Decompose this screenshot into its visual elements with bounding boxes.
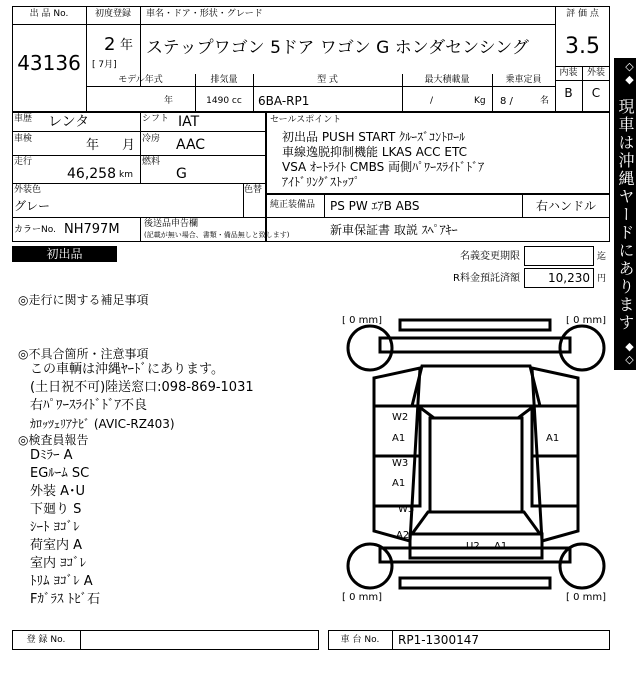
after-doc-note: (記載が無い場合、書類・備品無しと致します) — [144, 231, 290, 239]
tire-rear-left — [348, 544, 392, 588]
displacement-label: 排気量 — [210, 75, 238, 85]
defects-header: ◎不具合箇所・注意事項 — [18, 347, 149, 361]
mark-a2: A2 — [396, 530, 410, 541]
car-name-label: 車名・ドア・形状・グレード — [146, 9, 263, 19]
recycle-unit: 円 — [597, 274, 607, 284]
exterior-grade: C — [591, 86, 601, 100]
history-value: レンタ — [48, 114, 90, 130]
first-listing-badge: 初出品 — [12, 246, 117, 262]
history-label: 車歴 — [14, 114, 33, 124]
recycle-label: R料金預託済額 — [453, 273, 520, 284]
score-value: 3.5 — [565, 34, 600, 59]
mark-a1: A1 — [392, 433, 406, 444]
year-unit: 年 — [120, 38, 134, 53]
ac-label: 冷房 — [142, 134, 161, 144]
mark-w2: W2 — [392, 412, 409, 423]
mark-a1-right: A1 — [546, 433, 560, 444]
car-damage-diagram — [340, 316, 612, 604]
tire-front-left — [348, 326, 392, 370]
roof — [430, 418, 522, 512]
tire-front-right — [560, 326, 604, 370]
max-load-unit: Kg — [474, 96, 486, 106]
after-doc-label: 後送品申告欄 — [144, 219, 199, 229]
side-banner-top-diamonds: ◇◆ — [623, 60, 636, 86]
ext-color-value: グレー — [14, 199, 51, 213]
name-change-box — [524, 246, 594, 266]
model-year-unit: 年 — [164, 96, 174, 106]
inspection-year-unit: 年 — [86, 138, 100, 153]
interior-grade: B — [564, 86, 573, 100]
sales-point-line: VSA ｵｰﾄﾗｲﾄ CMBS 両側ﾊﾟﾜｰｽﾗｲﾄﾞﾄﾞｱ — [282, 160, 485, 174]
defect-line: 右ﾊﾟﾜｰｽﾗｲﾄﾞﾄﾞｱ不良 — [30, 398, 148, 413]
color-change-label: 色替 — [244, 185, 263, 195]
name-change-label: 名義変更期限 — [460, 251, 520, 262]
exterior-label: 外装 — [586, 68, 605, 78]
max-load-sep: / — [430, 96, 434, 106]
sales-points-label: セールスポイント — [270, 115, 342, 125]
sales-point-line: ｱｲﾄﾞﾘﾝｸﾞｽﾄｯﾌﾟ — [282, 175, 361, 189]
handle-value: 右ハンドル — [535, 199, 596, 213]
capacity-label: 乗車定員 — [505, 75, 542, 85]
color-no-label: カラーNo. — [14, 225, 56, 235]
side-banner-text: 現車は沖縄ヤードにあります — [616, 98, 635, 332]
inspector-line: Dﾐﾗｰ A — [30, 448, 73, 463]
shift-value: IAT — [178, 114, 200, 130]
windshield — [418, 406, 534, 418]
inspection-month-unit: 月 — [122, 138, 136, 153]
tire-bottom-right-label: [ 0 mm] — [566, 592, 607, 603]
model-value: 6BA-RP1 — [258, 94, 310, 108]
inspector-line: ｼｰﾄ ﾖｺﾞﾚ — [30, 520, 80, 535]
tire-top-left-label: [ 0 mm] — [342, 316, 383, 326]
equipment-label: 純正装備品 — [270, 200, 316, 210]
max-load-label: 最大積載量 — [424, 75, 470, 85]
equipment-value: PS PW ｴｱB ABS — [330, 199, 420, 213]
reg-label: 登 録 No. — [26, 635, 66, 645]
rear-glass — [412, 512, 540, 534]
mark-w3: W3 — [398, 504, 415, 515]
ac-value: AAC — [176, 137, 206, 153]
mileage-label: 走行 — [14, 157, 33, 167]
side-banner-bottom-diamonds: ◆◇ — [623, 340, 636, 366]
fuel-value: G — [176, 166, 187, 182]
inspector-line: Fｶﾞﾗｽ ﾄﾋﾞ石 — [30, 592, 101, 607]
name-change-unit: 迄 — [597, 252, 607, 262]
front-bumper-bar — [400, 320, 550, 330]
first-reg-month: [ 7月] — [92, 60, 117, 70]
warranty-value: 新車保証書 取説 ｽﾍﾟｱｷｰ — [330, 223, 458, 237]
inspector-header: ◎検査員報告 — [18, 433, 89, 447]
tire-bottom-left-label: [ 0 mm] — [342, 592, 383, 603]
inspection-label: 車検 — [14, 134, 33, 144]
interior-label: 内装 — [559, 68, 578, 78]
mark-a1: A1 — [392, 478, 406, 489]
defect-line: (土日祝不可)陸送窓口:098-869-1031 — [30, 380, 254, 395]
lot-number: 43136 — [17, 51, 81, 75]
mark-w3: W3 — [392, 458, 409, 469]
chassis-label: 車 台 No. — [340, 635, 380, 645]
mileage-unit: km — [119, 170, 133, 180]
chassis-value: RP1-1300147 — [398, 633, 479, 647]
tire-rear-right — [560, 544, 604, 588]
mark-u2: U2 — [466, 541, 480, 552]
rear-bumper-bar — [400, 578, 550, 588]
header-frame — [12, 6, 610, 112]
recycle-value: 10,230 — [548, 271, 590, 285]
car-name: ステップワゴン 5ドア ワゴン G ホンダセンシング — [146, 38, 529, 58]
fuel-label: 燃料 — [142, 157, 161, 167]
mileage-value: 46,258 — [67, 166, 116, 182]
inspector-line: 外装 A･U — [30, 484, 86, 499]
inspector-line: 荷室内 A — [30, 538, 83, 553]
sales-point-line: 初出品 PUSH START ｸﾙｰｽﾞｺﾝﾄﾛｰﾙ — [282, 130, 466, 144]
capacity-unit: 名 — [540, 96, 550, 106]
model-label: 型 式 — [317, 75, 338, 85]
first-reg-year: 2 — [104, 34, 116, 55]
defect-line: この車輌は沖縄ﾔｰﾄﾞにあります。 — [30, 362, 224, 377]
inspector-line: 室内 ﾖｺﾞﾚ — [30, 556, 87, 571]
color-no-value: NH797M — [64, 222, 120, 237]
score-label: 評 価 点 — [566, 9, 599, 19]
driving-notes-header: ◎走行に関する補足事項 — [18, 293, 149, 307]
shift-label: シフト — [142, 114, 170, 124]
hood — [412, 366, 540, 406]
front-grille-bar — [380, 338, 570, 352]
inspector-line: ﾄﾘﾑ ﾖｺﾞﾚ A — [30, 574, 93, 589]
displacement-value: 1490 cc — [206, 96, 242, 106]
right-front-door — [532, 406, 578, 456]
mark-a1-bottom: A1 — [494, 541, 508, 552]
capacity-value: 8 / — [500, 96, 513, 107]
lot-label: 出 品 No. — [29, 9, 69, 19]
tire-top-right-label: [ 0 mm] — [566, 316, 607, 326]
inspector-line: EGﾙｰﾑ SC — [30, 466, 90, 481]
model-year-label: モデル年式 — [118, 75, 163, 85]
defect-line: ｶﾛｯﾂｪﾘｱﾅﾋﾞ (AVIC-RZ403) — [30, 417, 175, 431]
first-reg-label: 初度登録 — [94, 9, 131, 19]
inspector-line: 下廻り S — [30, 502, 82, 517]
sales-point-line: 車線逸脱抑制機能 LKAS ACC ETC — [282, 145, 467, 159]
ext-color-label: 外装色 — [14, 185, 42, 195]
